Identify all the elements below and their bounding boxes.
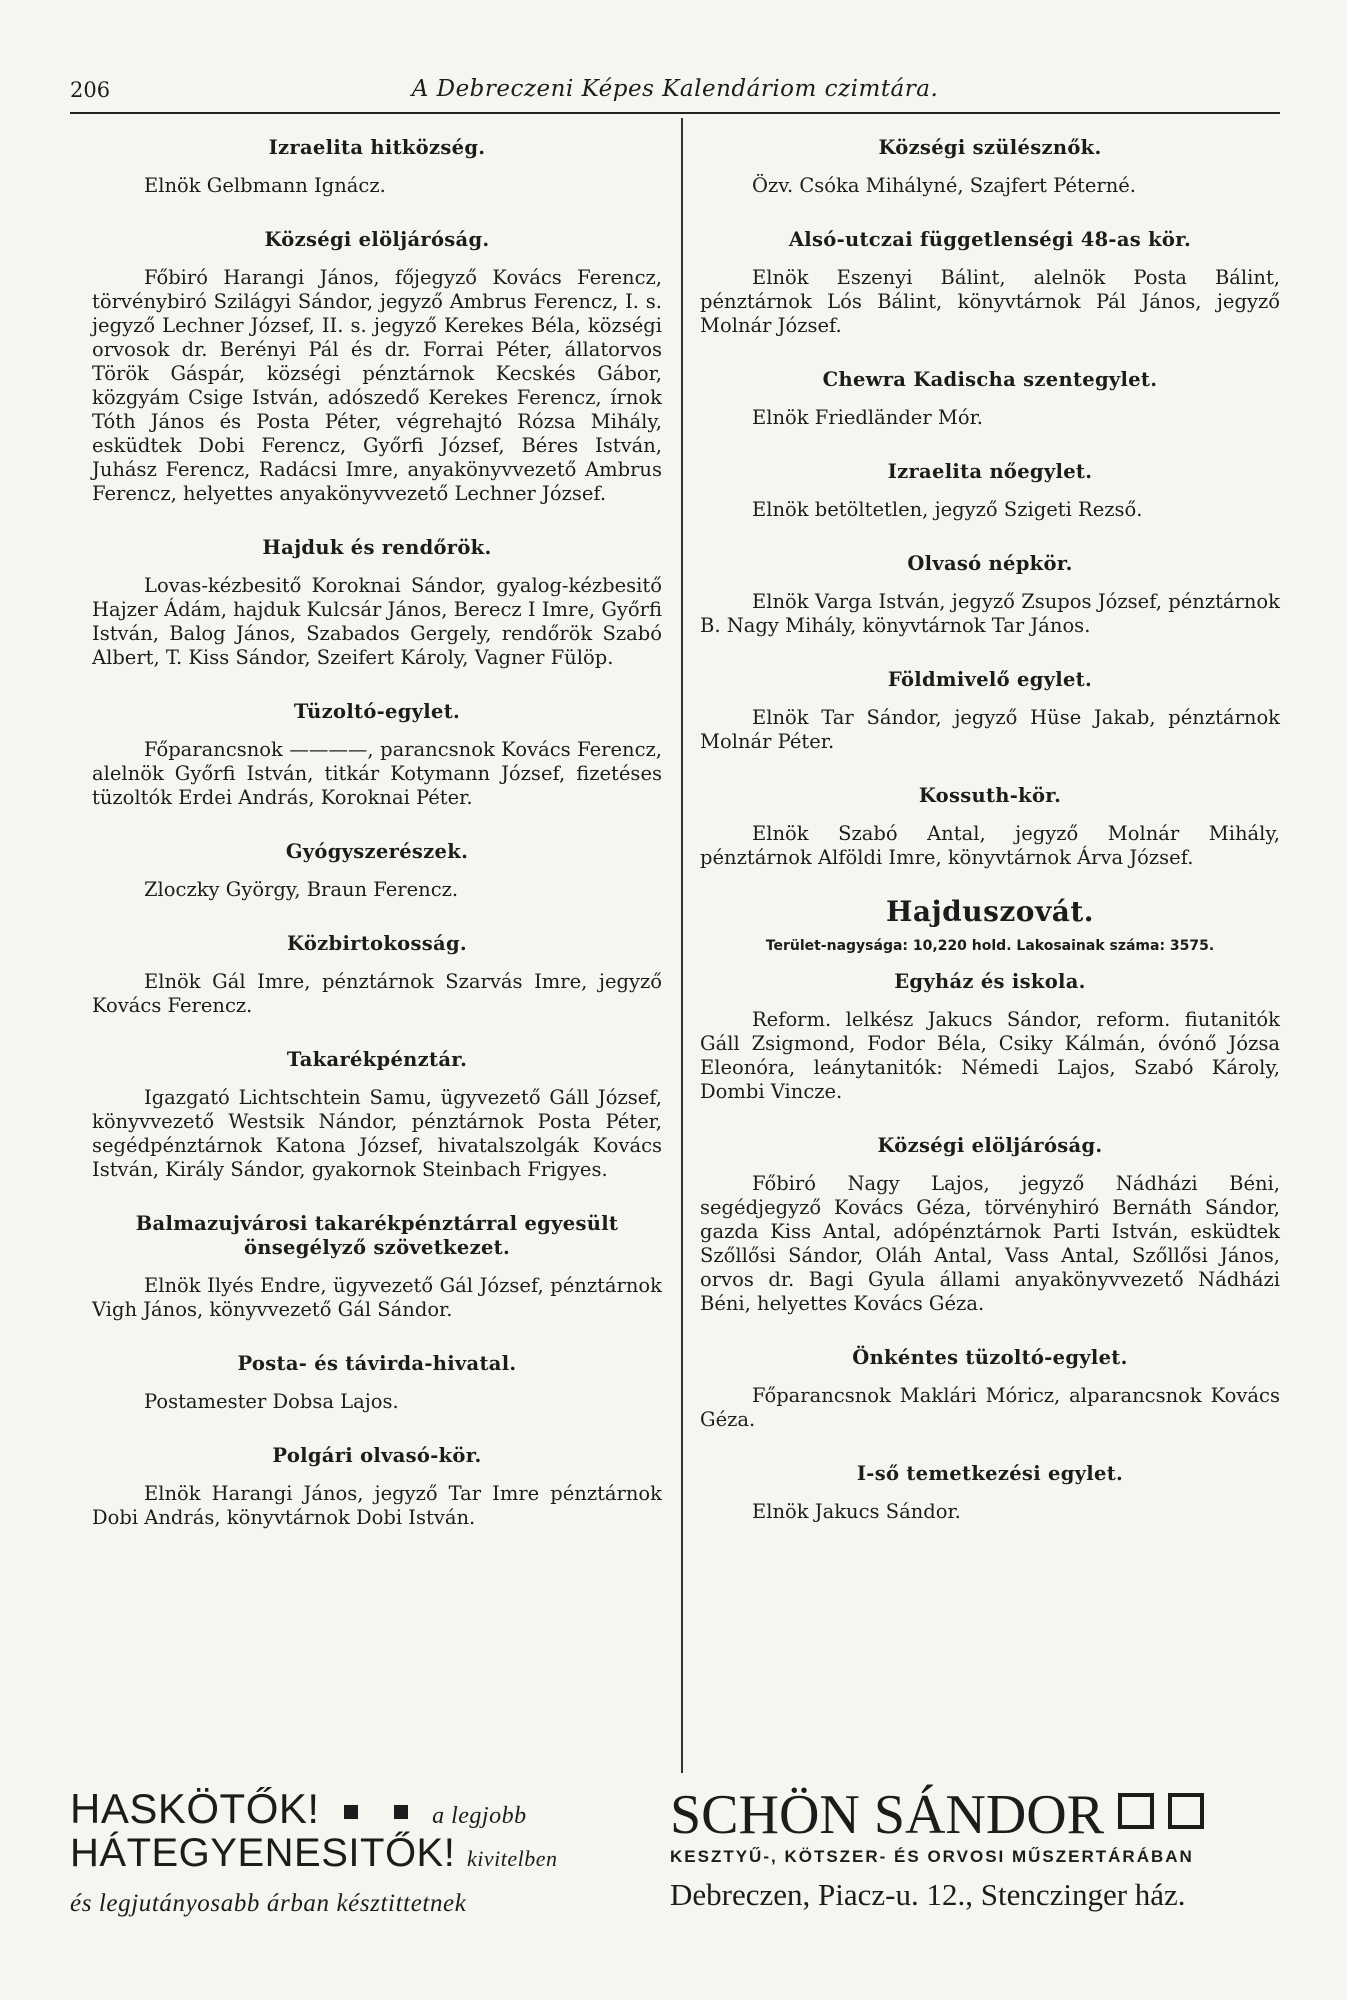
section-posta-tavirda — [92, 1352, 662, 1414]
section-text: Főbiró Nagy Lajos, jegyző Nádházi Béni, segédjegyző Kovács Géza, törvényhiró Bernáth Sándor, gazda Kiss Antal, adópénztárnok Parti István, esküdtek Szőllősi Sándor, Oláh Antal, Vass Antal, Szőllősi János, orvos dr. Bagi Gyula állami anyakönyvvezető Nádházi Béni, helyettes Kovács Géza. — [700, 1172, 1280, 1315]
column-divider — [681, 118, 683, 1773]
section-text: Főparancsnok Maklári Móricz, alparancsnok Kovács Géza. — [700, 1384, 1280, 1431]
section-tuzolto-egylet — [92, 700, 662, 810]
section-text: Főparancsnok ————, parancsnok Kovács Ferencz, alelnök Győrfi István, titkár Kotymann József, fizetéses tüzoltók Erdei András, Koroknai Péter. — [92, 738, 662, 809]
town-name: Hajduszovát. — [885, 895, 1095, 928]
section-olvaso-nepkor — [700, 552, 1280, 638]
section-text: Főbiró Harangi János, főjegyző Kovács Ferencz, törvénybiró Szilágyi Sándor, jegyző Ambrus Ferencz, I. s. jegyző Lechner József, II. s. jegyző Kerekes Béla, községi orvosok dr. Berényi Pál és dr. Forrai Péter, állatorvos Török Gáspár, községi pénztárnok Kecskés Gábor, közgyám Csige István, adószedő Kerekes Ferencz, írnok Tóth János és Posta Péter, végrehajtó Rózsa Mihály, esküdtek Dobi Ferencz, Győrfi József, Béres István, Juhász Ferencz, Radácsi Imre, anyakönyvvezető Ambrus Ferencz, helyettes anyakönyvvezető Lechner József. — [92, 266, 662, 505]
section-heading: Polgári olvasó-kör. — [272, 1444, 482, 1467]
ad-line1-big: HASKÖTŐK! — [70, 1785, 320, 1832]
section-heading: Hajduk és rendőrök. — [262, 536, 492, 559]
section-town-kozsegi-eloljarosag — [700, 1134, 1280, 1316]
section-text: Elnök Gál Imre, pénztárnok Szarvás Imre, jegyző Kovács Ferencz. — [92, 970, 662, 1017]
section-heading: Kossuth-kör. — [918, 784, 1062, 807]
section-also-utczai-kor — [700, 228, 1280, 338]
ad-line-2 — [70, 1831, 660, 1876]
advertisement — [70, 1785, 1280, 1965]
section-kozsegi-szulesznok — [700, 136, 1280, 198]
section-text: Elnök Eszenyi Bálint, alelnök Posta Bálint, pénztárnok Lós Bálint, könyvtárnok Pál János, jegyző Molnár József. — [700, 266, 1280, 337]
section-temetkezesi-egylet — [700, 1462, 1280, 1524]
section-heading: Olvasó népkör. — [907, 552, 1073, 575]
section-text: Elnök Tar Sándor, jegyző Hüse Jakab, pénztárnok Molnár Péter. — [700, 706, 1280, 753]
ad-address: Debreczen, Piacz-u. 12., Stenczinger ház. — [670, 1877, 1186, 1912]
section-onkentes-tuzolto-egylet — [700, 1346, 1280, 1432]
hollow-square-icon — [1168, 1793, 1204, 1829]
page-number: 206 — [70, 78, 111, 102]
section-heading: Községi elöljáróság. — [264, 228, 490, 251]
ad-company-line — [670, 1785, 1290, 1845]
section-heading: Közbirtokosság. — [287, 932, 467, 955]
square-bullet-icon — [394, 1805, 408, 1819]
section-takarekpenztar — [92, 1048, 662, 1182]
ad-tagline: KESZTYŰ-, KÖTSZER- ÉS ORVOSI MŰSZERTÁRÁBAN — [670, 1847, 1194, 1866]
section-text: Lovas-kézbesitő Koroknai Sándor, gyalog-kézbesitő Hajzer Ádám, hajduk Kulcsár János, Berecz I Imre, Győrfi István, Balog János, Szabados Gergely, rendőrök Szabó Albert, T. Kiss Sándor, Szeifert Károly, Vagner Fülöp. — [92, 574, 662, 669]
page-header — [70, 72, 1280, 114]
section-text: Elnök Gelbmann Ignácz. — [144, 174, 386, 197]
section-heading: Községi szülésznők. — [878, 136, 1102, 159]
ad-right-block — [670, 1785, 1290, 1913]
section-gyogyszereszek — [92, 840, 662, 902]
section-heading: Takarékpénztár. — [286, 1048, 468, 1071]
ad-line-3: és legjutányosabb árban késztittetnek — [70, 1890, 467, 1917]
section-izraelita-hitkozseg — [92, 136, 662, 198]
section-text: Elnök Varga István, jegyző Zsupos József, pénztárnok B. Nagy Mihály, könyvtárnok Tar János. — [700, 590, 1280, 637]
section-text: Zloczky György, Braun Ferencz. — [144, 878, 459, 901]
section-heading: Izraelita hitközség. — [268, 136, 486, 159]
right-column — [700, 136, 1280, 1554]
section-text: Elnök Ilyés Endre, ügyvezető Gál József, pénztárnok Vigh János, könyvvezető Gál Sándor. — [92, 1274, 662, 1321]
section-izraelita-noegylet — [700, 460, 1280, 522]
section-text: Igazgató Lichtschtein Samu, ügyvezető Gáll József, könyvvezető Westsik Nándor, pénztárnok Posta Péter, segédpénztárnok Katona József, hivatalszolgák Kovács István, Király Sándor, gyakornok Steinbach Frigyes. — [92, 1086, 662, 1181]
section-text: Elnök betöltetlen, jegyző Szigeti Rezső. — [752, 498, 1143, 521]
ad-left-block — [70, 1785, 660, 1918]
section-text: Özv. Csóka Mihályné, Szajfert Péterné. — [752, 174, 1137, 197]
section-heading: Alsó-utczai függetlenségi 48-as kör. — [788, 228, 1192, 251]
section-hajduk-es-rendorok — [92, 536, 662, 670]
hollow-square-icon — [1118, 1793, 1154, 1829]
section-heading: Chewra Kadischa szentegylet. — [822, 368, 1158, 391]
section-chewra-kadischa — [700, 368, 1280, 430]
left-column — [92, 136, 662, 1560]
ad-line2-big: HÁTEGYENESITŐK! — [70, 1831, 456, 1875]
square-bullet-icon — [344, 1805, 358, 1819]
section-text: Elnök Friedländer Mór. — [752, 406, 983, 429]
section-heading: Posta- és távirda-hivatal. — [237, 1352, 517, 1375]
section-heading: Tüzoltó-egylet. — [293, 700, 461, 723]
section-heading: I-ső temetkezési egylet. — [856, 1462, 1124, 1485]
section-polgari-olvaso-kor — [92, 1444, 662, 1530]
ad-line2-small: kivitelben — [466, 1846, 558, 1871]
section-heading: Önkéntes tüzoltó-egylet. — [852, 1346, 1128, 1369]
ad-line-1 — [70, 1785, 660, 1833]
section-heading: Balmazujvárosi takarékpénztárral egyesült önsegélyző szövetkezet. — [135, 1212, 619, 1259]
section-kozsegi-eloljarosag — [92, 228, 662, 506]
section-kossuth-kor — [700, 784, 1280, 870]
section-text: Elnök Szabó Antal, jegyző Molnár Mihály, pénztárnok Alföldi Imre, könyvtárnok Árva József. — [700, 822, 1280, 869]
section-text: Postamester Dobsa Lajos. — [144, 1390, 399, 1413]
section-onsegelyzo-szovetkezet — [92, 1212, 662, 1322]
running-title: A Debreczeni Képes Kalendáriom czimtára. — [411, 76, 939, 102]
section-heading: Földmivelő egylet. — [887, 668, 1093, 691]
section-heading: Egyház és iskola. — [894, 970, 1086, 993]
ad-line1-small: a legjobb — [432, 1803, 527, 1829]
section-heading: Községi elöljáróság. — [877, 1134, 1103, 1157]
town-stats: Terület-nagysága: 10,220 hold. Lakosainak száma: 3575. — [765, 938, 1215, 954]
section-heading: Gyógyszerészek. — [285, 840, 469, 863]
section-text: Elnök Jakucs Sándor. — [752, 1500, 961, 1523]
section-egyhaz-es-iskola — [700, 970, 1280, 1104]
ad-company-name: SCHÖN SÁNDOR — [670, 1784, 1105, 1846]
section-heading: Izraelita nőegylet. — [887, 460, 1093, 483]
section-text: Reform. lelkész Jakucs Sándor, reform. fiutanitók Gáll Zsigmond, Fodor Béla, Csiky Kálmán, óvónő Józsa Eleonóra, leánytanitók: Némedi Lajos, Szabó Károly, Dombi Vincze. — [700, 1008, 1280, 1103]
section-foldmivelo-egylet — [700, 668, 1280, 754]
town-block-hajduszovat — [700, 895, 1280, 958]
section-kozbirtokossag — [92, 932, 662, 1018]
section-text: Elnök Harangi János, jegyző Tar Imre pénztárnok Dobi András, könyvtárnok Dobi István. — [92, 1482, 662, 1529]
